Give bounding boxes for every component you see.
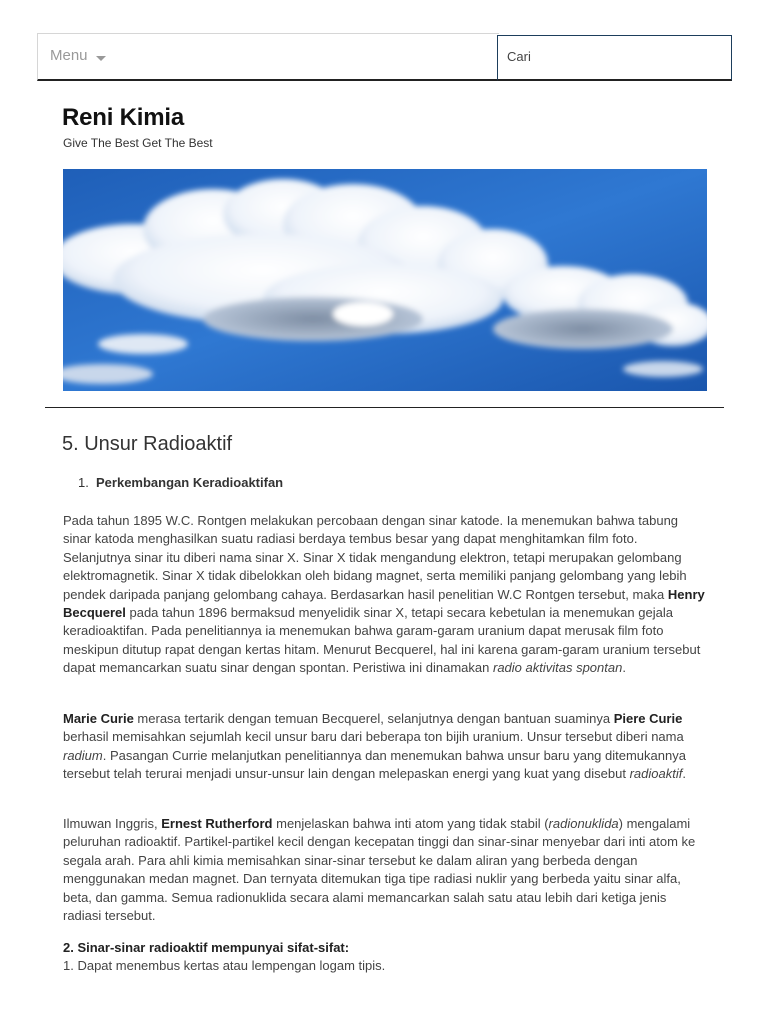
menu-label: Menu — [50, 47, 88, 64]
site-title[interactable]: Reni Kimia — [62, 104, 185, 131]
properties-heading: 2. Sinar-sinar radioaktif mempunyai sifat-sifat: — [63, 940, 350, 955]
search-input[interactable] — [507, 49, 717, 64]
site-tagline: Give The Best Get The Best — [63, 136, 213, 150]
name-piere-curie: Piere Curie — [613, 711, 683, 726]
menu-toggle[interactable] — [37, 33, 499, 81]
name-ernest-rutherford: Ernest Rutherford — [161, 816, 273, 831]
caret-down-icon — [96, 56, 106, 61]
paragraph-curie: Marie Curie merasa tertarik dengan temuan Becquerel, selanjutnya dengan bantuan suaminya Piere Curie berhasil memisahkan sejumlah kecil unsur baru dari beberapa ton bijih uranium. Unsur tersebut diberi nama radium. Pasangan Currie melanjutkan penelitiannya dan menemukan bahwa unsur baru yang ditemukannya tersebut telah terurai menjadi unsur-unsur lain dengan melepaskan energi yang kuat yang disebut radioaktif. — [63, 711, 686, 782]
list-number: 1. — [78, 475, 89, 490]
properties-section — [63, 939, 708, 976]
header-image — [63, 169, 707, 391]
name-marie-curie: Marie Curie — [63, 711, 134, 726]
search-box[interactable] — [497, 35, 732, 81]
paragraph-rutherford: Ilmuwan Inggris, Ernest Rutherford menjelaskan bahwa inti atom yang tidak stabil (radionuklida) mengalami peluruhan radioaktif. Partikel-partikel kecil dengan kecepatan tinggi dan sinar-sinar menyebar dari inti atom ke segala arah. Para ahli kimia memisahkan sinar-sinar tersebut ke dalam aliran yang berbeda dengan menggunakan medan magnet. Dan ternyata ditemukan tiga tipe radiasi nuklir yang berbeda yaitu sinar alfa, beta, dan gamma. Semua radionuklida secara alami memancarkan salah satu atau lebih dari ketiga jenis radiasi tersebut. — [63, 816, 696, 924]
post-title: 5. Unsur Radioaktif — [62, 433, 233, 455]
properties-item-1: 1. Dapat menembus kertas atau lempengan logam tipis. — [63, 958, 386, 974]
header-divider — [45, 407, 724, 408]
section-heading: Perkembangan Keradioaktifan — [96, 475, 284, 490]
name-henry-becquerel: Henry Becquerel — [63, 586, 705, 621]
top-navigation — [37, 33, 732, 81]
paragraph-rontgen: Pada tahun 1895 W.C. Rontgen melakukan percobaan dengan sinar katode. Ia menemukan bahwa tabung sinar katoda menghasilkan suatu radiasi berdaya tembus besar yang dapat menghitamkan film foto. Selanjutnya sinar itu diberi nama sinar X. Sinar X tidak mengandung elektron, tetapi merupakan gelombang elektromagnetik. Sinar X tidak dibelokkan oleh bidang magnet, serta memiliki panjang gelombang yang lebih pendek daripada panjang gelombang cahaya. Berdasarkan hasil penelitian W.C Rontgen tersebut, maka Henry Becquerel pada tahun 1896 bermaksud menyelidik sinar X, tetapi secara kebetulan ia menemukan gejala keradioaktifan. Pada penelitiannya ia menemukan bahwa garam-garam uranium dapat merusak film foto meskipun ditutup rapat dengan kertas hitam. Menurut Becquerel, hal ini karena garam-garam uranium tersebut dapat memancarkan suatu sinar dengan spontan. Peristiwa ini dinamakan radio aktivitas spontan. — [63, 513, 705, 676]
